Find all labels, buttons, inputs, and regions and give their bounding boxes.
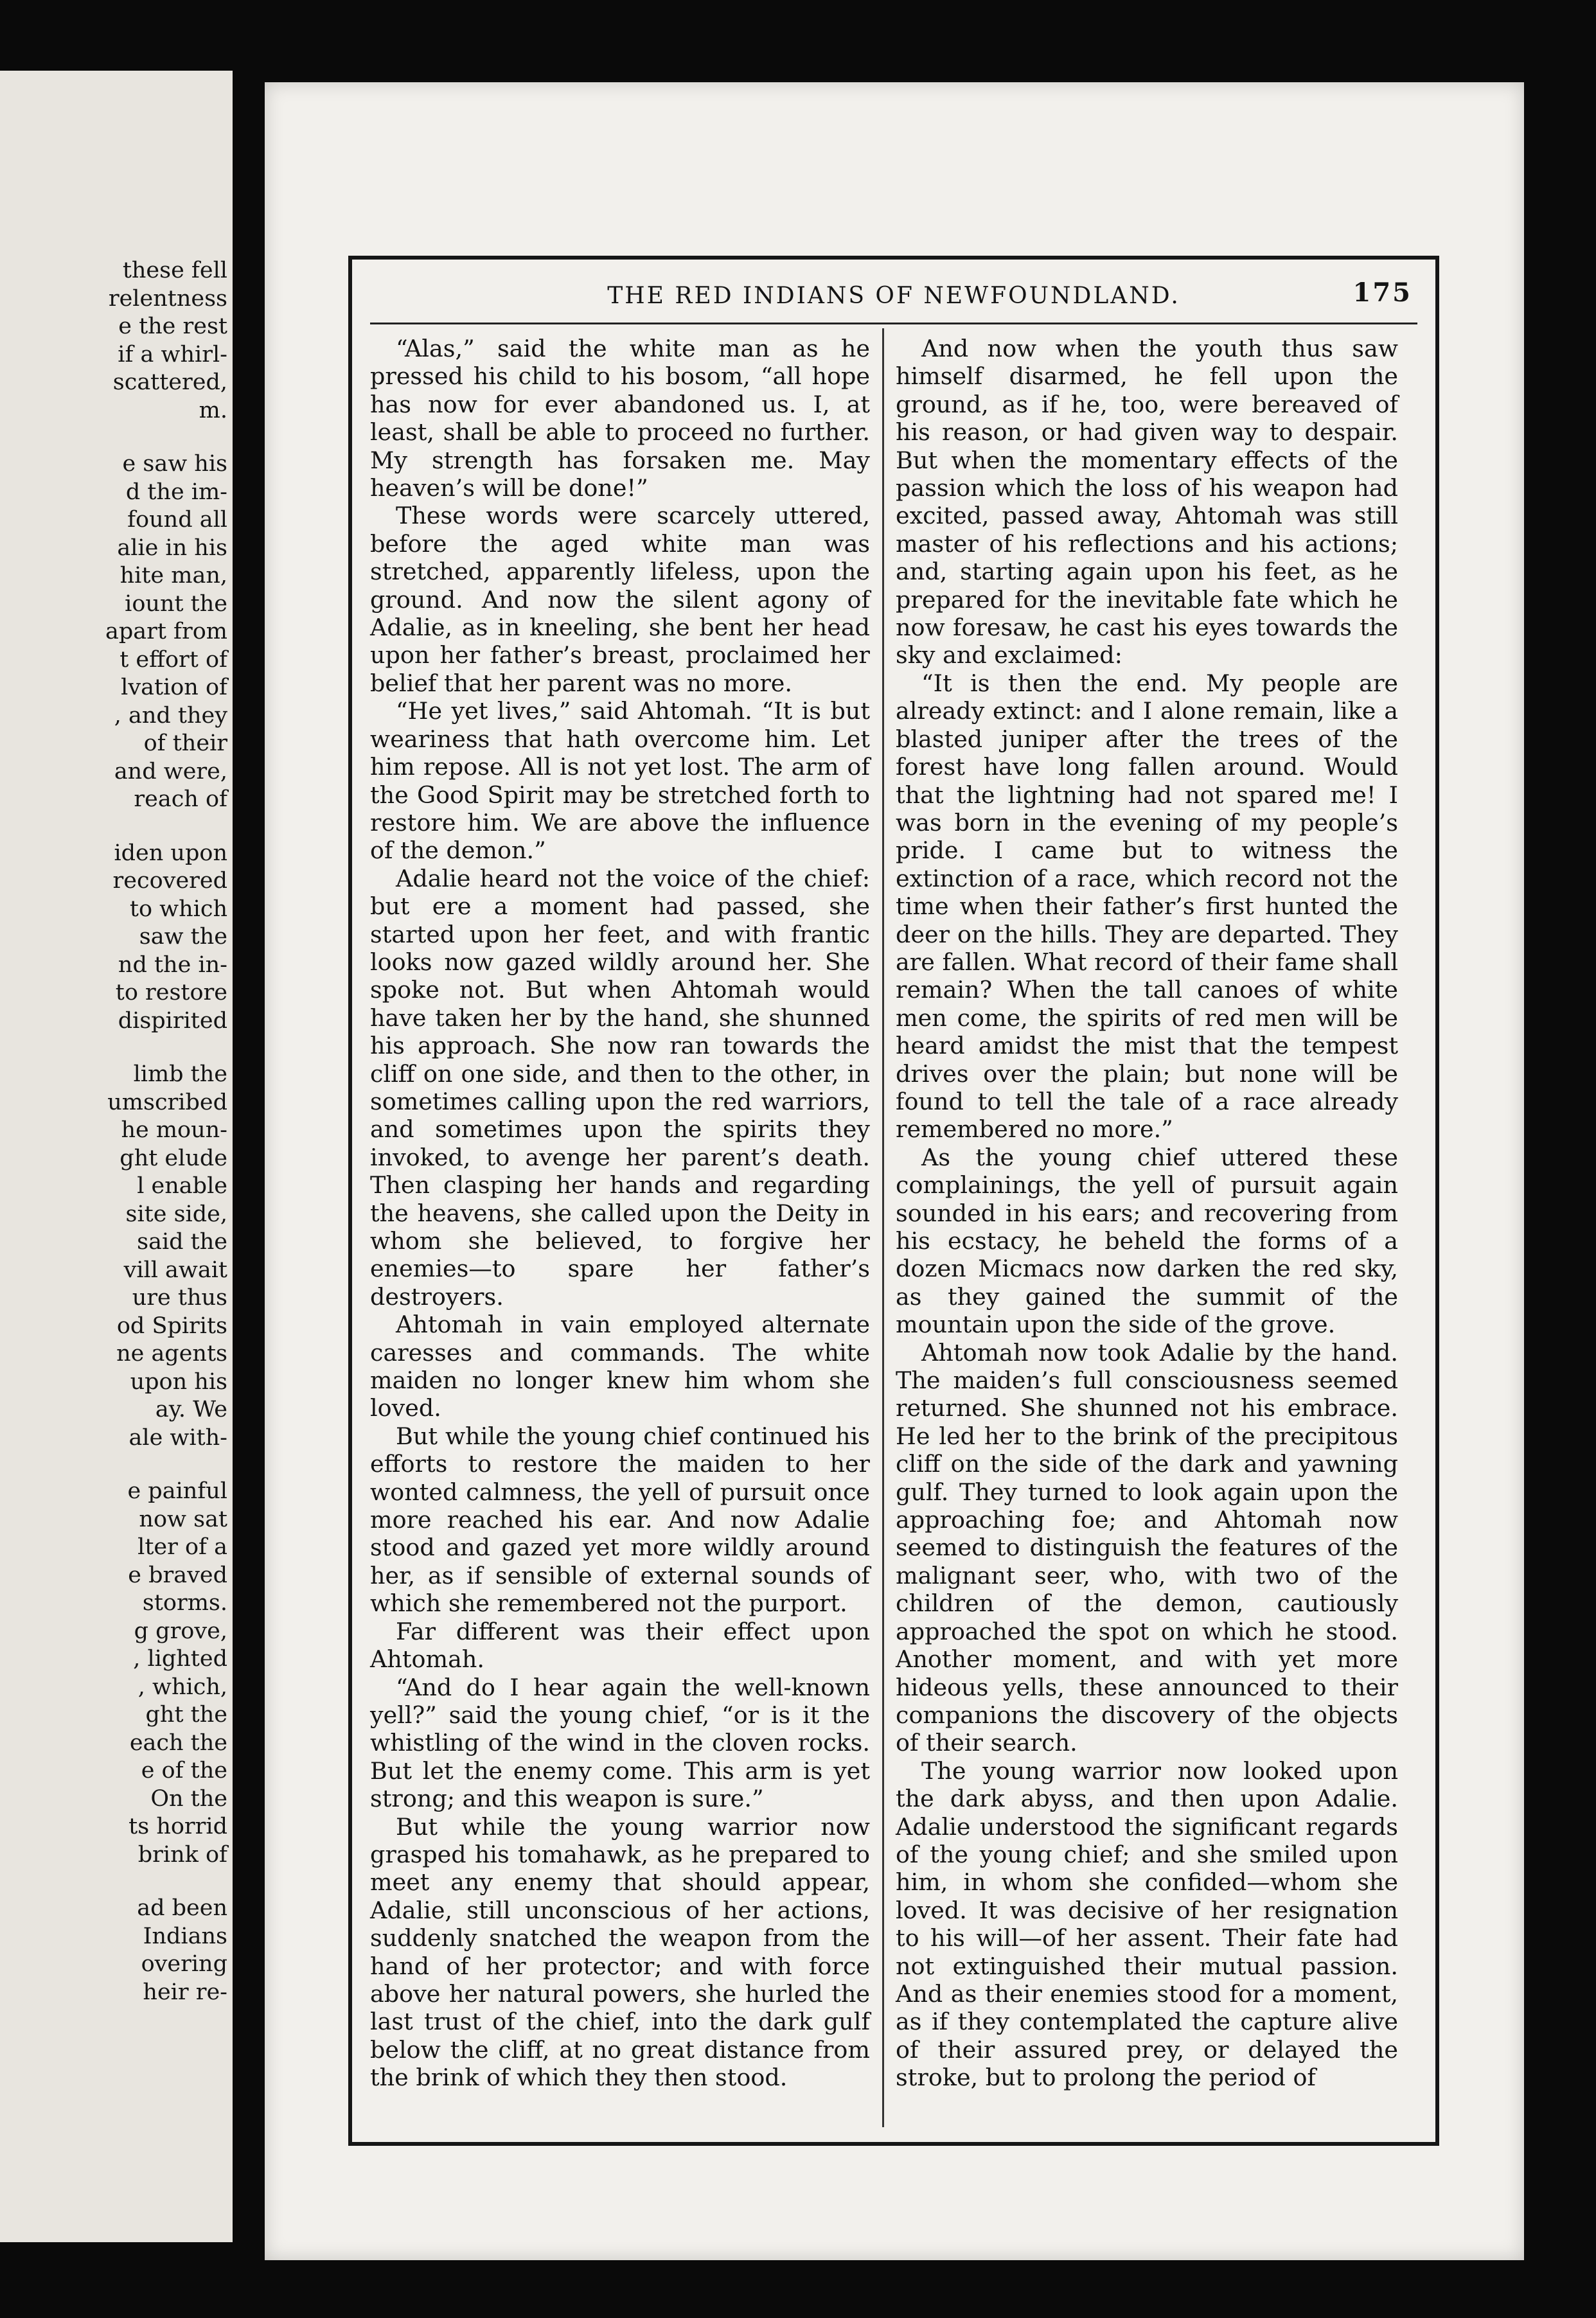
paragraph: The young warrior now looked upon the dark abyss, and then upon Adalie. Adalie understood the significant regards of the young chief; and she smiled upon him, in whom she confided—whom she loved. It was decisive of her resignation to his will—of her assent. Their fate had not extinguished their mutual passion. And as their enemies stood for a moment, as if they contemplated the capture alive of their assured prey, or delayed the stroke, but to prolong the period of [896, 1756, 1398, 2092]
text-line: l enable [137, 1173, 227, 1199]
running-title: THE RED INDIANS OF NEWFOUNDLAND. [607, 283, 1180, 309]
text-line: ay. We [155, 1397, 227, 1422]
text-line: e painful [127, 1478, 227, 1504]
text-line: ts horrid [129, 1814, 227, 1839]
paragraph: As the young chief uttered these complainings, the yell of pursuit again sounded in his ears; and recovering from his ecstacy, he beheld the forms of a dozen Micmacs now darken the red sky, as they gained the summit of the mountain upon the side of the grove. [896, 1143, 1398, 1339]
line-gap [105, 814, 227, 840]
text-line: relentness [108, 285, 227, 312]
page-number: 175 [1352, 278, 1412, 308]
text-line: brink of [137, 1841, 227, 1868]
text-line: of their [143, 730, 227, 756]
text-line: lter of a [137, 1534, 227, 1560]
paragraph: “Alas,” said the white man as he pressed his child to his bosom, “all hope has now for ever abandoned us. I, at least, shall be able to proceed no further. My strength has forsaken me. May heaven’s will be done!” [370, 335, 870, 502]
text-line: vill await [123, 1257, 227, 1283]
text-line: ne agents [116, 1341, 227, 1367]
text-line: reach of [134, 786, 227, 812]
text-line: ale with- [129, 1424, 227, 1451]
text-line: , and they [114, 702, 227, 729]
text-line: Indians [143, 1923, 227, 1949]
text-frame [348, 256, 1439, 2146]
text-line: apart from [105, 619, 227, 644]
paragraph: Adalie heard not the voice of the chief: but ere a moment had passed, she started upon her feet, and with frantic looks now gazed wildly around her. She spoke not. But when Ahtomah would have taken her by the hand, she shunned his approach. She now ran towards the cliff on one side, and then to the other, in sometimes calling upon the red warriors, and sometimes upon the spirits they invoked, to avenge her parent’s death. Then clasping her hands and regarding the heavens, she called upon the Deity in whom she believed, to forgive her enemies—to spare her father’s destroyers. [370, 864, 870, 1311]
text-line: , lighted [133, 1646, 227, 1672]
text-line: ure thus [132, 1285, 227, 1311]
text-line: these fell [122, 258, 227, 283]
text-columns [370, 324, 1417, 2143]
adjacent-page-fragment [0, 71, 233, 2242]
text-line: g grove, [134, 1618, 227, 1644]
text-line: ad been [137, 1895, 227, 1921]
text-line: upon his [130, 1368, 227, 1395]
text-line: d the im- [125, 479, 227, 505]
adjacent-page-text [105, 257, 227, 2006]
text-line: lvation of [121, 675, 227, 700]
text-line: t effort of [120, 646, 227, 673]
text-line: heir re- [143, 1979, 227, 2005]
text-line: limb the [133, 1061, 227, 1087]
paragraph: “And do I hear again the well-known yell?” said the young chief, “or is it the whistling of the wind in the cloven rocks. But let the enemy come. This arm is yet strong; and this weapon is sure.” [370, 1673, 870, 1813]
text-line: e of the [141, 1758, 227, 1783]
left-column [370, 335, 870, 2092]
text-line: now sat [139, 1506, 227, 1532]
text-line: ght elude [120, 1145, 227, 1171]
text-line: recovered [112, 868, 227, 894]
paragraph: But while the young warrior now grasped his tomahawk, as he prepared to meet any enemy that should appear, Adalie, still unconscious of her actions, suddenly snatched the weapon from the hand of her protector; and with force above her natural powers, she hurled the last trust of the chief, into the dark gulf below the cliff, at no great distance from the brink of which they then stood. [370, 1812, 870, 2092]
text-line: od Spirits [116, 1313, 227, 1339]
book-page [265, 82, 1524, 2260]
column-divider [882, 328, 884, 2127]
text-line: , which, [137, 1674, 227, 1700]
text-line: umscribed [107, 1089, 227, 1115]
paragraph: And now when the youth thus saw himself disarmed, he fell upon the ground, as if he, too, were bereaved of his reason, or had given way to despair. But when the momentary effects of the passion which the loss of his weapon had excited, passed away, Ahtomah was still master of his reflections and his actions; and, starting again upon his feet, as he prepared for the inevitable fate which he now foresaw, he cast his eyes towards the sky and exclaimed: [896, 335, 1398, 669]
text-line: alie in his [117, 535, 227, 561]
text-line: said the [137, 1229, 227, 1255]
paragraph: Ahtomah in vain employed alternate caresses and commands. The white maiden no longer knew him whom she loved. [370, 1311, 870, 1422]
paragraph: “He yet lives,” said Ahtomah. “It is but weariness that hath overcome him. Let him repose. All is not yet lost. The arm of the Good Spirit may be stretched forth to restore him. We are above the influence of the demon.” [370, 697, 870, 865]
paragraph: “It is then the end. My people are already extinct: and I alone remain, like a blasted juniper after the trees of the forest have long fallen around. Would that the lightning had not spared me! I was born in the evening of my people’s pride. I came but to witness the extinction of a race, which record not the time when their father’s first hunted the deer on the hills. They are departed. They are fallen. What record of their fame shall remain? When the tall canoes of white men come, the spirits of red men will be heard amidst the mist that the tempest drives over the plain; but none will be found to tell the tale of a race already remembered no more.” [896, 669, 1398, 1144]
text-line: iden upon [114, 840, 227, 866]
text-line: overing [141, 1951, 227, 1977]
text-line: hite man, [120, 563, 227, 588]
line-gap [105, 1452, 227, 1478]
paragraph: These words were scarcely uttered, before the aged white man was stretched, apparently lifeless, upon the ground. And now the silent agony of Adalie, as in kneeling, she bent her head upon her father’s breast, proclaimed her belief that her parent was no more. [370, 502, 870, 697]
text-line: to which [129, 896, 227, 922]
text-line: On the [150, 1785, 227, 1812]
paragraph: Far different was their effect upon Ahtomah. [370, 1617, 870, 1674]
text-line: storms. [142, 1590, 227, 1616]
running-head [370, 260, 1417, 324]
text-line: e braved [128, 1562, 227, 1588]
text-line: and were, [114, 758, 227, 784]
right-column [896, 335, 1398, 2092]
text-line: to restore [115, 980, 227, 1005]
paragraph: But while the young chief continued his efforts to restore the maiden to her wonted calmness, the yell of pursuit once more reached his ear. And now Adalie stood and gazed yet more wildly around her, as if sensible of external sounds of which she remembered not the purport. [370, 1422, 870, 1618]
text-line: found all [127, 507, 227, 533]
line-gap [105, 1035, 227, 1061]
text-line: site side, [125, 1201, 227, 1227]
text-line: he moun- [121, 1117, 227, 1143]
text-line: ght the [145, 1702, 227, 1728]
text-line: e saw his [122, 451, 227, 477]
text-line: dispirited [118, 1007, 227, 1034]
text-line: iount the [125, 590, 227, 617]
text-line: each the [129, 1730, 227, 1756]
line-gap [105, 1869, 227, 1895]
text-line: nd the in- [118, 951, 227, 978]
text-line: e the rest [118, 314, 227, 339]
line-gap [105, 425, 227, 450]
text-line: m. [199, 397, 227, 423]
paragraph: Ahtomah now took Adalie by the hand. The maiden’s full consciousness seemed returned. She shunned not his embrace. He led her to the brink of the precipitous cliff on the side of the dark and yawning gulf. They turned to look again upon the approaching foe; and Ahtomah now seemed to distinguish the features of the malignant seer, who, with two of the children of the demon, cautiously approached the spot on which he stood. Another moment, and with yet more hideous yells, these announced to their companions the discovery of the objects of their search. [896, 1338, 1398, 1757]
text-line: saw the [139, 924, 227, 950]
text-line: if a whirl- [118, 341, 227, 367]
text-line: scattered, [112, 369, 227, 395]
